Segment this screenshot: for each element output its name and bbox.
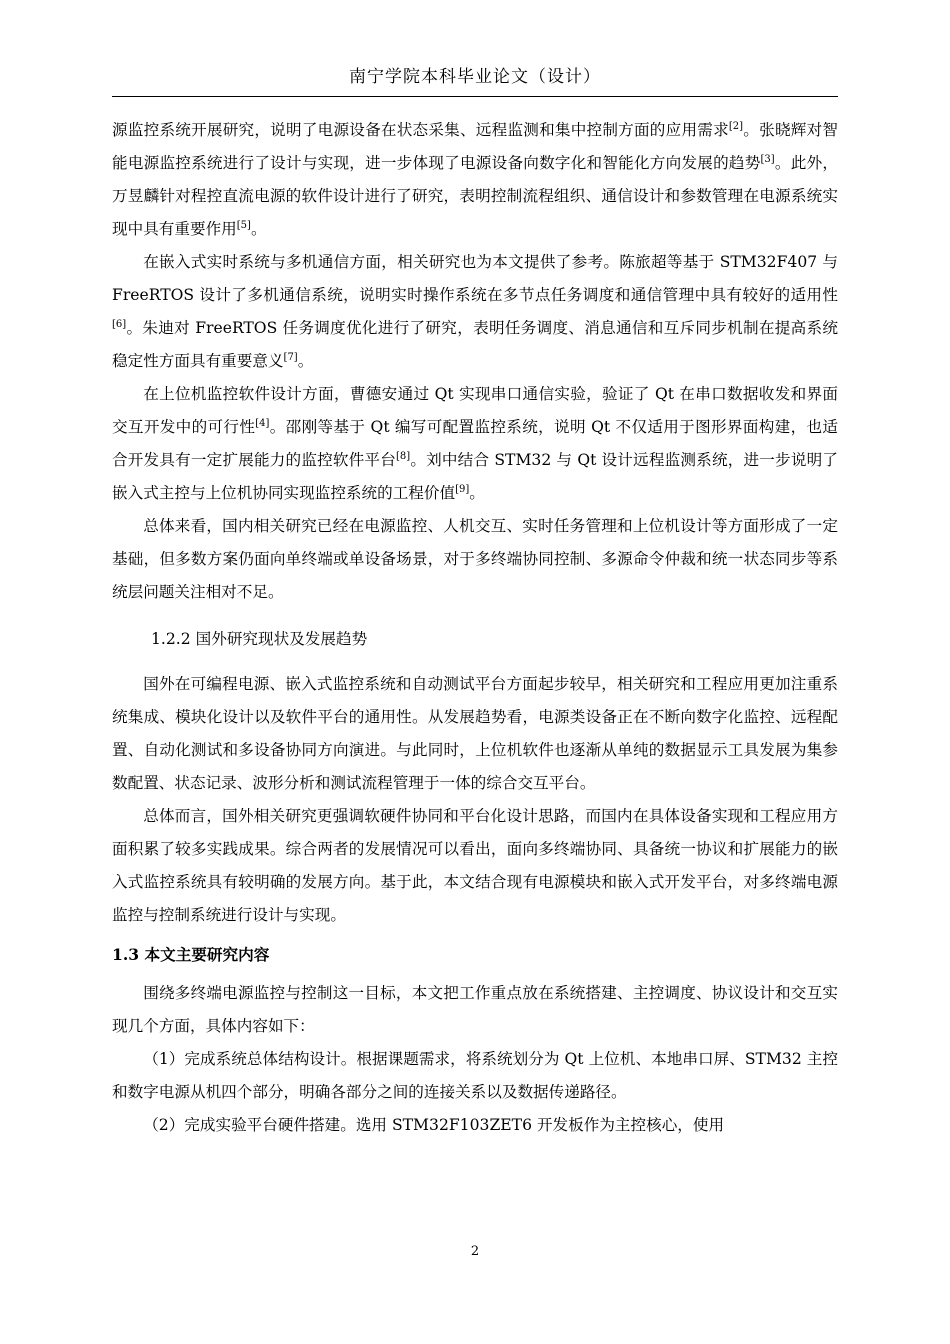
- page-header-title: 南宁学院本科毕业论文（设计）: [349, 67, 601, 87]
- text-run: 。张晓辉对智能电源监控系统进行了设计与实现，进一步体现了电源设备向数字化和智能化方向发展的趋势: [112, 121, 838, 172]
- text-run: 。此外，万昱麟针对程控直流电源的软件设计进行了研究，表明控制流程组织、通信设计和参数管理在电源系统实现中具有重要作用: [112, 154, 838, 238]
- section-heading-1-2-2: 1.2.2 国外研究现状及发展趋势: [151, 630, 368, 648]
- paragraph-2: [112, 246, 838, 378]
- citation[interactable]: [7]: [283, 352, 298, 363]
- citation[interactable]: [8]: [395, 451, 411, 462]
- text-run: 在上位机监控软件设计方面，曹德安通过 Qt 实现串口通信实验，验证了 Qt 在串口数据收发和界面交互开发中的可行性: [112, 385, 838, 436]
- paragraph-9: （2）完成实验平台硬件搭建。选用 STM32F103ZET6 开发板作为主控核心，使用: [143, 1116, 725, 1134]
- text-run: 。: [297, 352, 314, 370]
- text-run: 。邵刚等基于 Qt 编写可配置监控系统，说明 Qt 不仅适用于图形界面构建，也适合开发具有一定扩展能力的监控软件平台: [112, 418, 838, 469]
- paragraph-4: 总体来看，国内相关研究已经在电源监控、人机交互、实时任务管理和上位机设计等方面形成了一定基础，但多数方案仍面向单终端或单设备场景，对于多终端协同控制、多源命令仲裁和统一状态同步等系统层问题关注相对不足。: [112, 517, 838, 601]
- citation[interactable]: [6]: [112, 319, 127, 330]
- text-run: 。: [250, 220, 267, 238]
- paragraph-8: （1）完成系统总体结构设计。根据课题需求，将系统划分为 Qt 上位机、本地串口屏、STM32 主控和数字电源从机四个部分，明确各部分之间的连接关系以及数据传递路径。: [112, 1050, 838, 1101]
- paragraph-5: 国外在可编程电源、嵌入式监控系统和自动测试平台方面起步较早，相关研究和工程应用更加注重系统集成、模块化设计以及软件平台的通用性。从发展趋势看，电源类设备正在不断向数字化监控、远程配置、自动化测试和多设备协同方向演进。与此同时，上位机软件也逐渐从单纯的数据显示工具发展为集参数配置、状态记录、波形分析和测试流程管理于一体的综合交互平台。: [112, 675, 838, 792]
- citation[interactable]: [3]: [760, 154, 775, 165]
- paragraph-3: [112, 378, 838, 510]
- text-run: 。刘中结合 STM32 与 Qt 设计远程监测系统，进一步说明了嵌入式主控与上位机协同实现监控系统的工程价值: [112, 451, 838, 502]
- page-number: 2: [470, 1244, 480, 1259]
- paragraph-7: 围绕多终端电源监控与控制这一目标，本文把工作重点放在系统搭建、主控调度、协议设计和交互实现几个方面，具体内容如下：: [112, 984, 838, 1035]
- text-run: 。朱迪对 FreeRTOS 任务调度优化进行了研究，表明任务调度、消息通信和互斥同步机制在提高系统稳定性方面具有重要意义: [112, 319, 838, 370]
- citation[interactable]: [4]: [255, 418, 270, 429]
- text-run: 在嵌入式实时系统与多机通信方面，相关研究也为本文提供了参考。陈旅超等基于 STM32F407 与 FreeRTOS 设计了多机通信系统，说明实时操作系统在多节点任务调度和通信管理中具有较好的适用性: [112, 253, 838, 304]
- section-heading-1-3: 1.3 本文主要研究内容: [112, 945, 270, 964]
- paragraph-6: 总体而言，国外相关研究更强调软硬件协同和平台化设计思路，而国内在具体设备实现和工程应用方面积累了较多实践成果。综合两者的发展情况可以看出，面向多终端协同、具备统一协议和扩展能力的嵌入式监控系统具有较明确的发展方向。基于此，本文结合现有电源模块和嵌入式开发平台，对多终端电源监控与控制系统进行设计与实现。: [112, 807, 838, 924]
- text-run: 。: [469, 484, 485, 502]
- text-run: 源监控系统开展研究，说明了电源设备在状态采集、远程监测和集中控制方面的应用需求: [112, 121, 729, 139]
- header-rule: [112, 96, 838, 97]
- paragraph-1: [112, 114, 838, 246]
- citation[interactable]: [9]: [455, 484, 470, 495]
- citation[interactable]: [5]: [236, 220, 251, 231]
- body-text: [112, 114, 838, 1142]
- citation[interactable]: [2]: [728, 121, 744, 132]
